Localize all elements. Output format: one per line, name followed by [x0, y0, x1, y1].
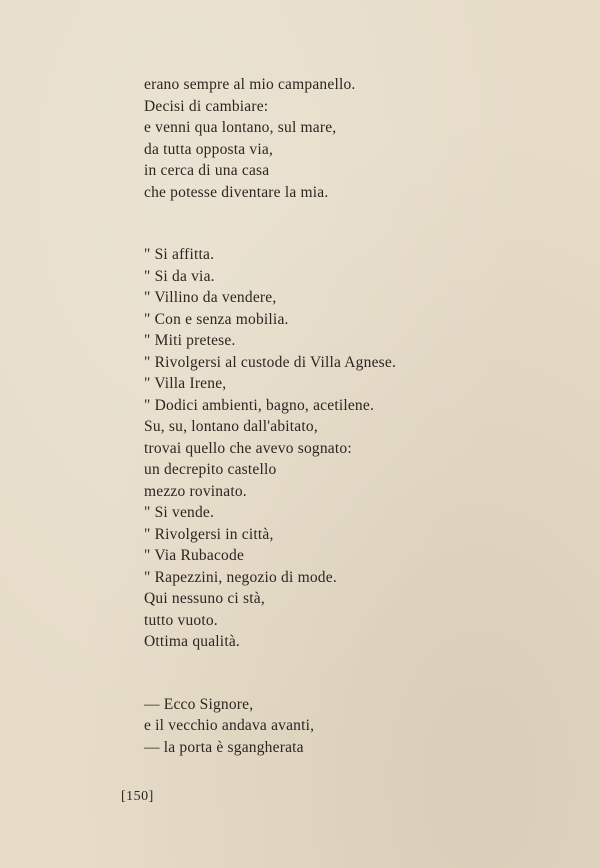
- poem-line: e venni qua lontano, sul mare,: [144, 119, 337, 136]
- poem-line: " Villa Irene,: [144, 375, 227, 392]
- poem-line: " Via Rubacode: [144, 547, 245, 564]
- poem-line: " Si affitta.: [144, 246, 215, 263]
- poem-line: " Si vende.: [144, 504, 215, 521]
- poem-line: erano sempre al mio campanello.: [144, 76, 356, 93]
- poem-line: " Dodici ambienti, bagno, acetilene.: [144, 396, 375, 414]
- poem-text: [144, 74, 474, 758]
- stanza-1: [144, 74, 474, 203]
- stanza-3: [144, 694, 474, 759]
- page-number: [150]: [121, 789, 154, 804]
- poem-line: mezzo rovinato.: [144, 482, 247, 500]
- poem-line: " Rapezzini, negozio di mode.: [144, 568, 337, 586]
- poem-line: Qui nessuno ci stà,: [144, 590, 265, 607]
- stanza-2: [144, 244, 474, 653]
- poem-line: Ottima qualità.: [144, 633, 240, 650]
- poem-line: — la porta è sgangherata: [144, 738, 304, 756]
- poem-line: tutto vuoto.: [144, 611, 218, 629]
- poem-line: " Rivolgersi al custode di Villa Agnese.: [144, 353, 397, 371]
- poem-line: " Si da via.: [144, 267, 215, 285]
- poem-line: e il vecchio andava avanti,: [144, 717, 315, 734]
- poem-line: Decisi di cambiare:: [144, 97, 269, 115]
- poem-line: che potesse diventare la mia.: [144, 183, 329, 201]
- poem-line: " Miti pretese.: [144, 332, 236, 349]
- poem-line: da tutta opposta via,: [144, 140, 274, 158]
- poem-line: un decrepito castello: [144, 461, 277, 478]
- poem-line: " Rivolgersi in città,: [144, 525, 274, 543]
- poem-line: trovai quello che avevo sognato:: [144, 439, 352, 457]
- poem-line: — Ecco Signore,: [144, 695, 254, 713]
- poem-line: " Con e senza mobilia.: [144, 310, 289, 328]
- poem-line: " Villino da vendere,: [144, 289, 277, 306]
- poem-line: in cerca di una casa: [144, 162, 270, 179]
- poem-line: Su, su, lontano dall'abitato,: [144, 418, 318, 435]
